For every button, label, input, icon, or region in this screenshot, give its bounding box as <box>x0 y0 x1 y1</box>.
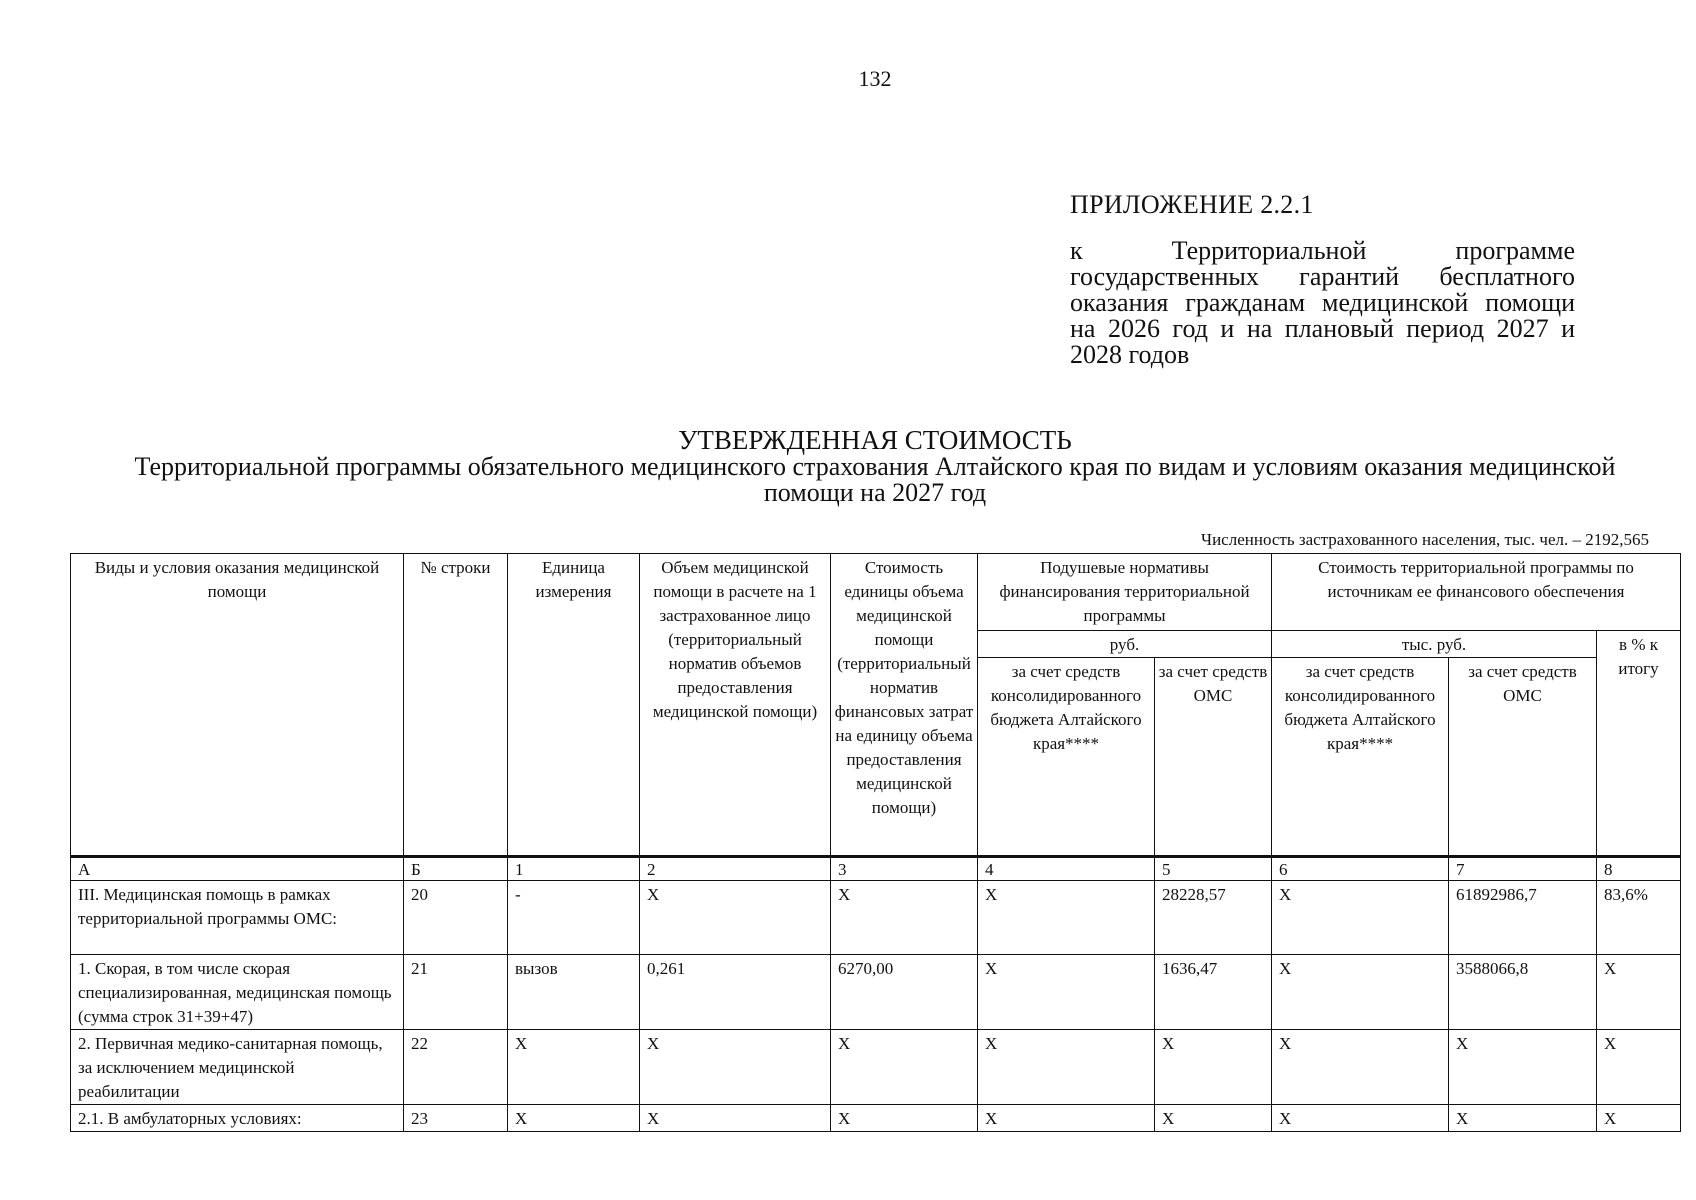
appendix-block <box>1070 190 1575 368</box>
table-cell: X <box>1272 1105 1449 1132</box>
appendix-title: ПРИЛОЖЕНИЕ 2.2.1 <box>1070 190 1314 219</box>
header-consolidated-budget-thousand: за счет средств консолидированного бюджета Алтайского края**** <box>1272 658 1449 857</box>
table-cell: 2. Первичная медико-санитарная помощь, за исключением медицинской реабилитации <box>71 1030 404 1105</box>
table-cell: X <box>831 1105 978 1132</box>
table-cell: X <box>508 1105 640 1132</box>
table-cell: 23 <box>404 1105 508 1132</box>
header-rub: руб. <box>978 631 1272 658</box>
document-title-line2: Территориальной программы обязательного медицинского страхования Алтайского края по видам и условиям оказания медицинской помощи на 2027 год <box>134 452 1616 507</box>
table-cell: 3588066,8 <box>1449 955 1597 1030</box>
population-note: Численность застрахованного населения, тыс. чел. – 2192,565 <box>1201 530 1649 549</box>
column-number: 6 <box>1272 857 1449 881</box>
column-number: 1 <box>508 857 640 881</box>
table-cell: вызов <box>508 955 640 1030</box>
header-consolidated-budget-rub: за счет средств консолидированного бюджета Алтайского края**** <box>978 658 1155 857</box>
appendix-text: к Территориальной программе государственных гарантий бесплатного оказания гражданам медицинской помощи на 2026 год и на плановый период 2027 и 2028 годов <box>1070 236 1575 369</box>
table-cell: 1636,47 <box>1155 955 1272 1030</box>
table-cell: X <box>1597 955 1681 1030</box>
table-cell: 0,261 <box>640 955 831 1030</box>
document-title <box>100 426 1650 506</box>
table-cell: 6270,00 <box>831 955 978 1030</box>
table-cell: X <box>640 1105 831 1132</box>
column-number: 8 <box>1597 857 1681 881</box>
header-cost-unit: Стоимость единицы объема медицинской помощи (территориальный норматив финансовых затрат на единицу объема предоставления медицинской помощи) <box>831 554 978 857</box>
column-number: 4 <box>978 857 1155 881</box>
column-number: Б <box>404 857 508 881</box>
table-row <box>71 881 1681 955</box>
table-cell: X <box>1155 1030 1272 1105</box>
table-cell: 21 <box>404 955 508 1030</box>
table-cell: - <box>508 881 640 955</box>
header-program-cost: Стоимость территориальной программы по источникам ее финансового обеспечения <box>1272 554 1681 631</box>
table-cell: X <box>1272 955 1449 1030</box>
column-number: 2 <box>640 857 831 881</box>
column-number: А <box>71 857 404 881</box>
table-cell: X <box>831 1030 978 1105</box>
table-cell: X <box>978 881 1155 955</box>
table-cell: X <box>978 1105 1155 1132</box>
table-cell: X <box>978 955 1155 1030</box>
document-title-line1: УТВЕРЖДЕННАЯ СТОИМОСТЬ <box>678 425 1072 455</box>
header-percent: в % к итогу <box>1597 631 1681 857</box>
table-row <box>71 955 1681 1030</box>
cost-table <box>70 553 1681 1132</box>
table-cell: 1. Скорая, в том числе скорая специализированная, медицинская помощь (сумма строк 31+39+47) <box>71 955 404 1030</box>
table-cell: X <box>1597 1030 1681 1105</box>
page-number: 132 <box>858 66 892 91</box>
table-cell: 61892986,7 <box>1449 881 1597 955</box>
table-cell: 20 <box>404 881 508 955</box>
column-number: 5 <box>1155 857 1272 881</box>
header-row-no: № строки <box>404 554 508 857</box>
header-oms-rub: за счет средств ОМС <box>1155 658 1272 857</box>
column-number: 3 <box>831 857 978 881</box>
header-per-capita: Подушевые нормативы финансирования территориальной программы <box>978 554 1272 631</box>
header-oms-thousand: за счет средств ОМС <box>1449 658 1597 857</box>
table-cell: 22 <box>404 1030 508 1105</box>
table-cell: X <box>1449 1105 1597 1132</box>
header-kinds: Виды и условия оказания медицинской помощи <box>71 554 404 857</box>
table-cell: X <box>1272 881 1449 955</box>
column-number-row <box>71 857 1681 881</box>
table-cell: X <box>1272 1030 1449 1105</box>
table-cell: 83,6% <box>1597 881 1681 955</box>
table-cell: 28228,57 <box>1155 881 1272 955</box>
table-cell: X <box>1597 1105 1681 1132</box>
table-cell: X <box>508 1030 640 1105</box>
column-number: 7 <box>1449 857 1597 881</box>
header-volume: Объем медицинской помощи в расчете на 1 застрахованное лицо (территориальный норматив объемов предоставления медицинской помощи) <box>640 554 831 857</box>
header-unit: Единица измерения <box>508 554 640 857</box>
table-row <box>71 1030 1681 1105</box>
table-cell: X <box>1155 1105 1272 1132</box>
header-thousand-rub: тыс. руб. <box>1272 631 1597 658</box>
table-row <box>71 1105 1681 1132</box>
table-cell: 2.1. В амбулаторных условиях: <box>71 1105 404 1132</box>
table-cell: X <box>1449 1030 1597 1105</box>
table-cell: X <box>640 1030 831 1105</box>
table-cell: X <box>831 881 978 955</box>
table-cell: X <box>640 881 831 955</box>
table-cell: III. Медицинская помощь в рамках территориальной программы ОМС: <box>71 881 404 955</box>
table-cell: X <box>978 1030 1155 1105</box>
